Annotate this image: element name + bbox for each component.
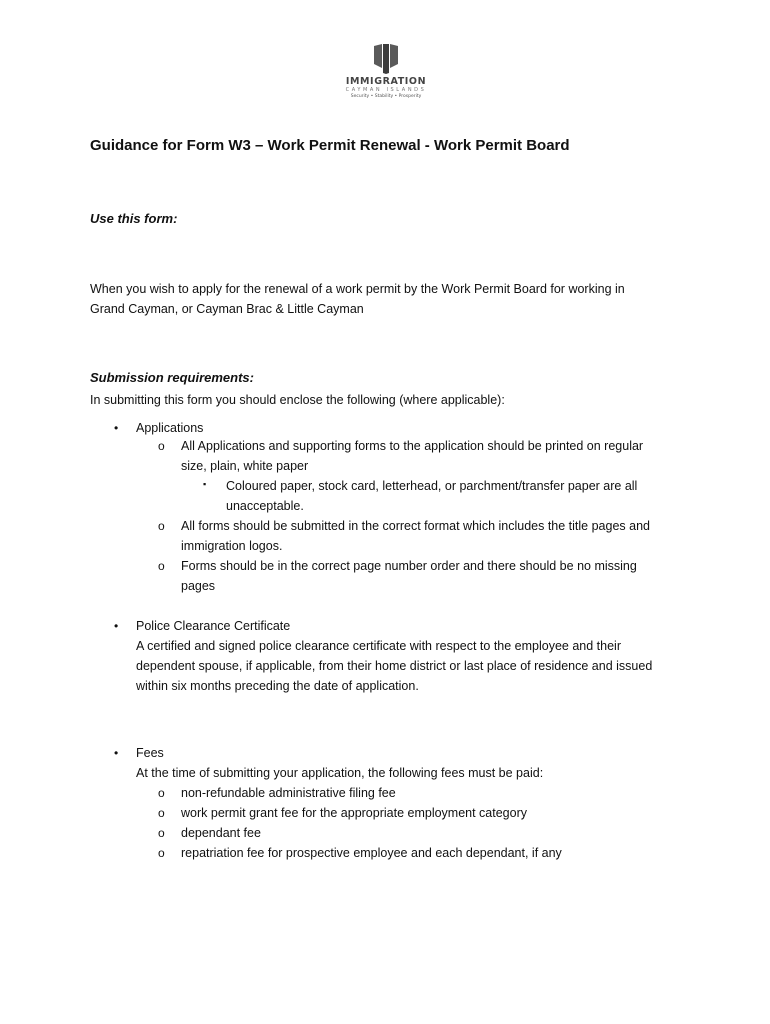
fees-item: dependant fee [181, 826, 261, 840]
use-form-text-line1: When you wish to apply for the renewal of a work permit by the Work Permit Board for working in [90, 282, 625, 296]
circle-bullet-icon: o [158, 786, 165, 800]
page-title: Guidance for Form W3 – Work Permit Renewal - Work Permit Board [90, 137, 570, 154]
applications-item2-line2: immigration logos. [181, 539, 283, 553]
logo-tagline: Security • Stability • Prosperity [350, 94, 422, 99]
circle-bullet-icon: o [158, 846, 165, 860]
circle-bullet-icon: o [158, 439, 165, 453]
circle-bullet-icon: o [158, 826, 165, 840]
fees-item: repatriation fee for prospective employee and each dependant, if any [181, 846, 562, 860]
applications-item2-line1: All forms should be submitted in the correct format which includes the title pages and [181, 519, 650, 533]
fees-item: non-refundable administrative filing fee [181, 786, 396, 800]
applications-item3-line1: Forms should be in the correct page number order and there should be no missing [181, 559, 637, 573]
applications-title: Applications [136, 421, 204, 435]
circle-bullet-icon: o [158, 519, 165, 533]
logo-subtitle: CAYMAN ISLANDS [345, 87, 427, 93]
logo-title: IMMIGRATION [345, 76, 427, 87]
applications-item1-line1: All Applications and supporting forms to the application should be printed on regular [181, 439, 644, 453]
applications-item1-line2: size, plain, white paper [181, 459, 309, 473]
applications-sub1-line1: Coloured paper, stock card, letterhead, or parchment/transfer paper are all [226, 479, 638, 493]
bullet-icon: • [114, 421, 119, 435]
circle-bullet-icon: o [158, 806, 165, 820]
police-line3: within six months preceding the date of application. [136, 679, 419, 693]
bullet-icon: • [114, 746, 119, 760]
police-line1: A certified and signed police clearance certificate with respect to the employee and their [136, 639, 621, 653]
applications-item3-line2: pages [181, 579, 216, 593]
police-title: Police Clearance Certificate [136, 619, 291, 633]
circle-bullet-icon: o [158, 559, 165, 573]
use-form-label: Use this form: [90, 211, 178, 226]
police-line2: dependent spouse, if applicable, from their home district or last place of residence and issued [136, 659, 653, 673]
submission-intro: In submitting this form you should enclose the following (where applicable): [90, 393, 505, 407]
use-form-text-line2: Grand Cayman, or Cayman Brac & Little Cayman [90, 302, 364, 316]
fees-intro: At the time of submitting your application, the following fees must be paid: [136, 766, 544, 780]
submission-label: Submission requirements: [90, 370, 254, 385]
applications-sub1-line2: unacceptable. [226, 499, 304, 513]
shield-logo-icon [373, 44, 399, 74]
square-bullet-icon: ▪ [203, 479, 207, 489]
immigration-logo [340, 44, 432, 100]
fees-title: Fees [136, 746, 164, 760]
fees-item: work permit grant fee for the appropriate employment category [181, 806, 528, 820]
bullet-icon: • [114, 619, 119, 633]
